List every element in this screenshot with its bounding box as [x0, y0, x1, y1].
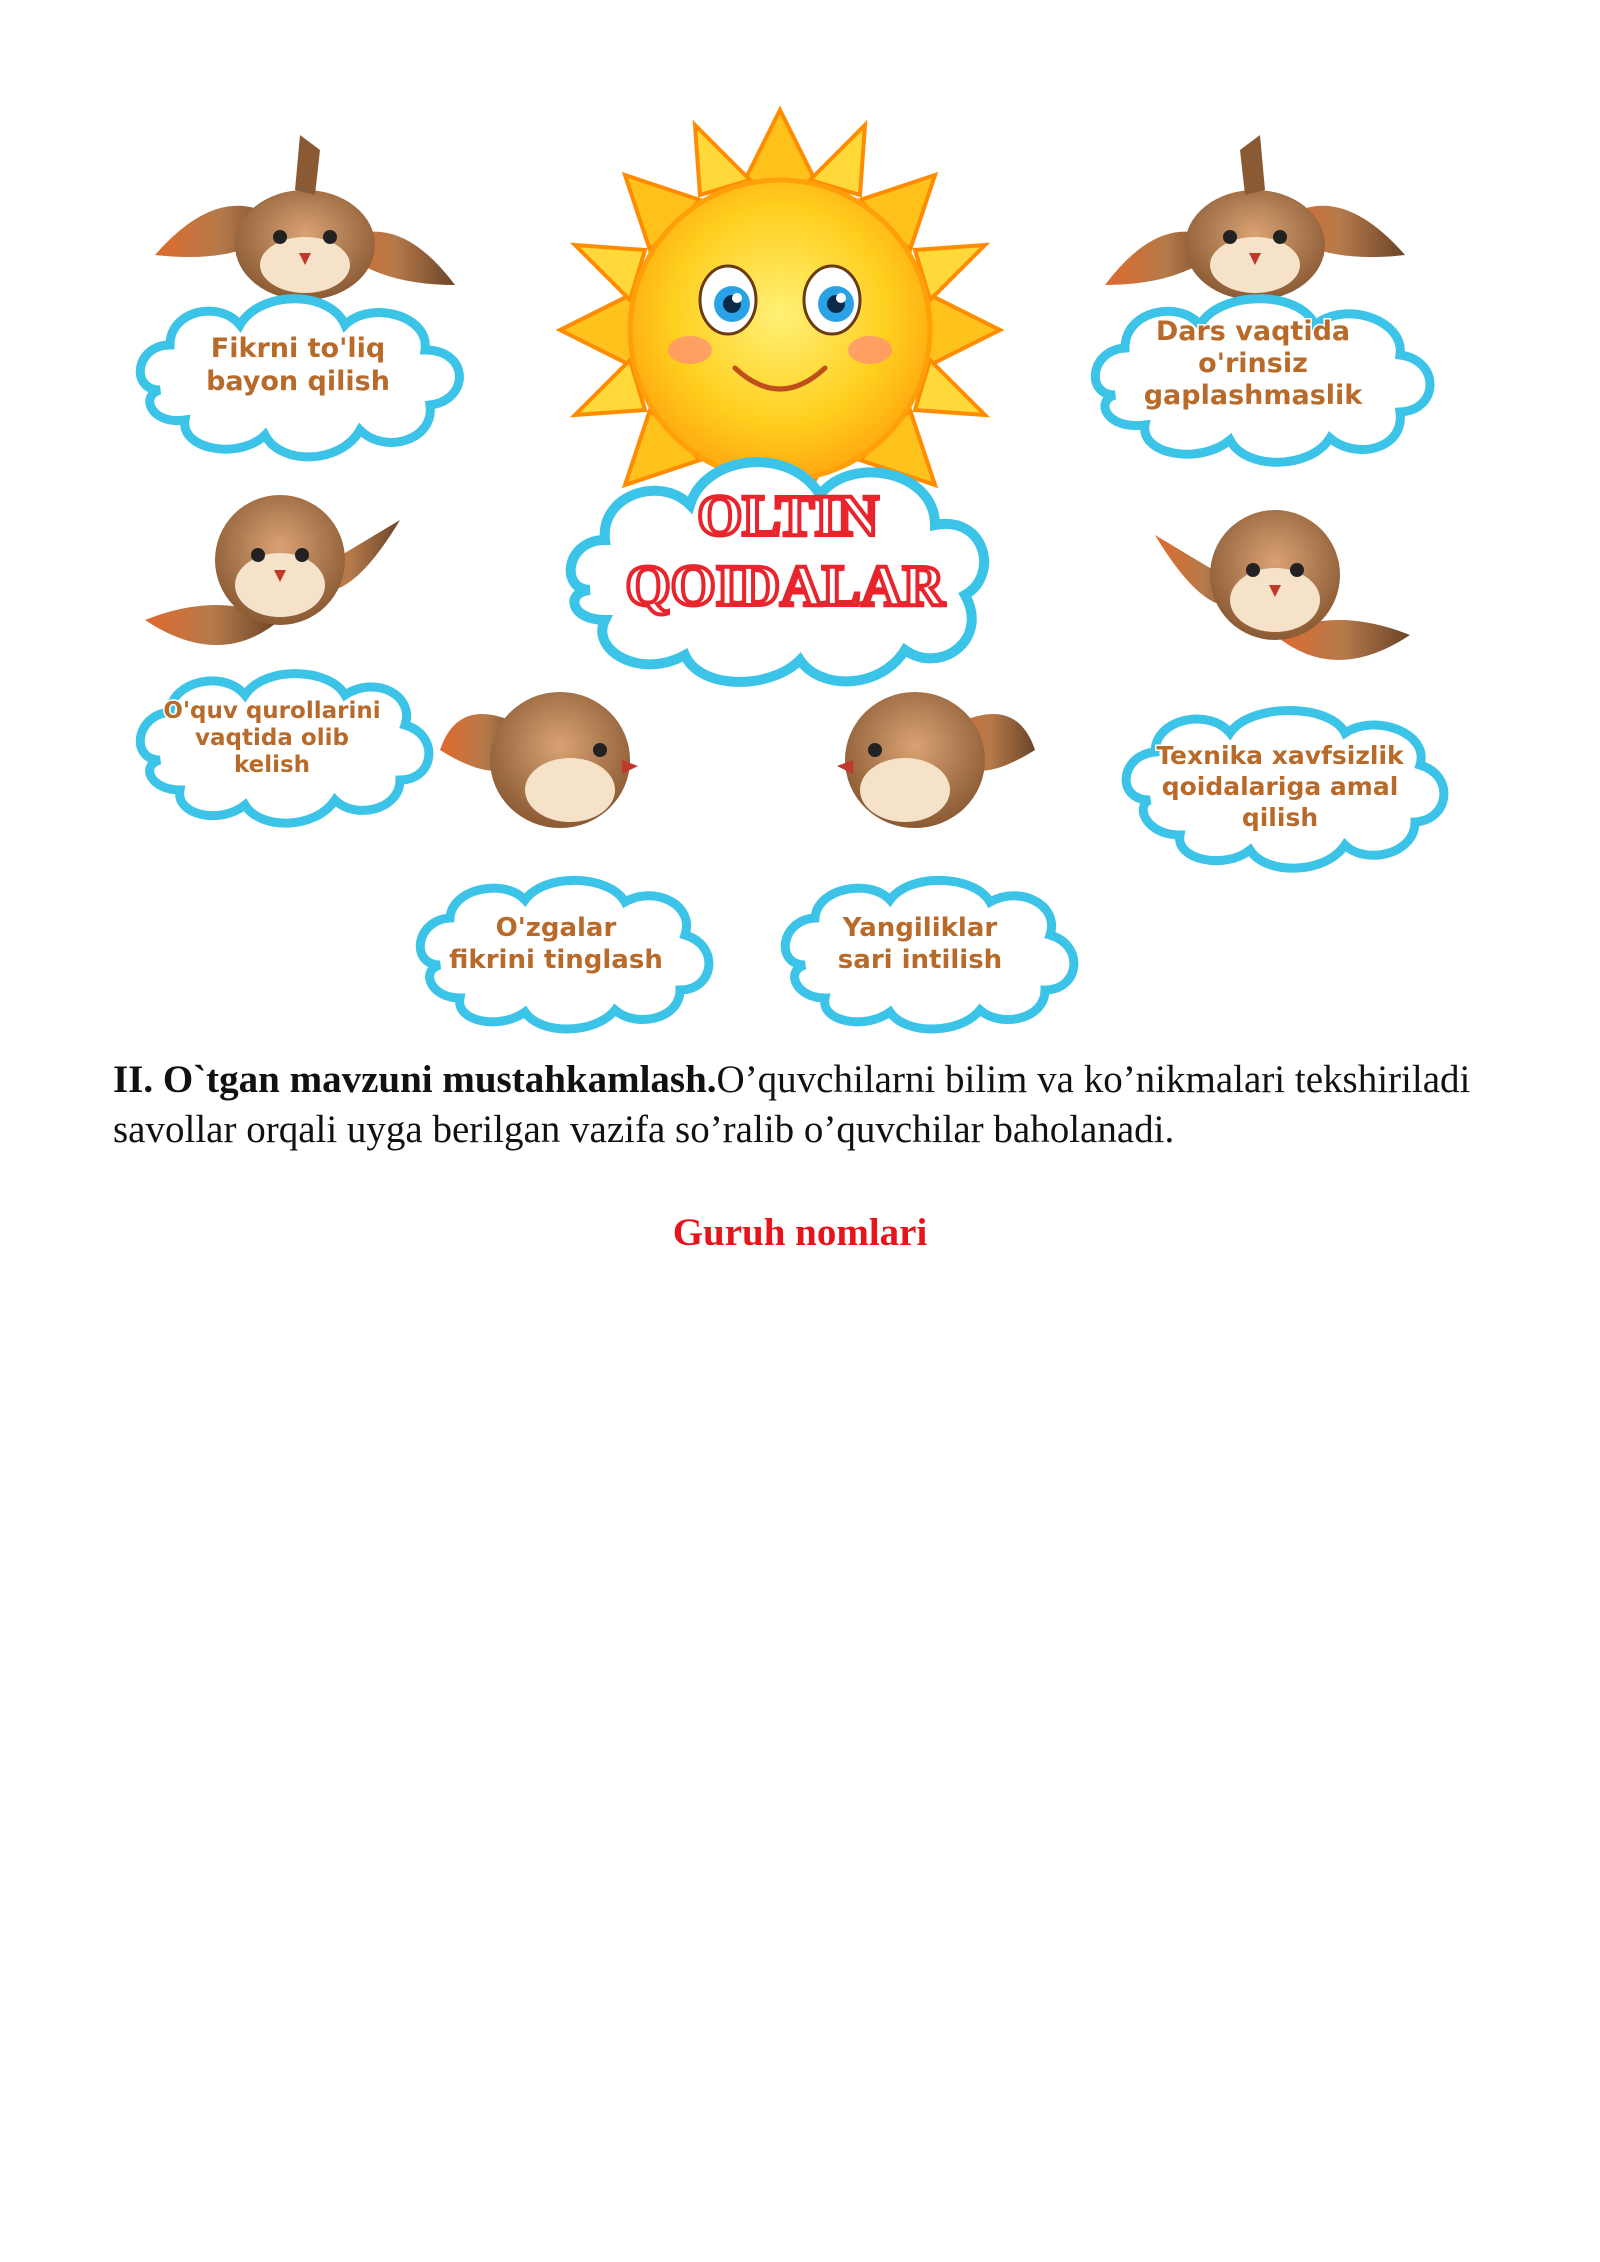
sparrow-icon	[1155, 510, 1410, 660]
sparrow-icon	[145, 495, 400, 645]
rule-4-line-3: qilish	[1241, 803, 1319, 832]
rule-cloud-2	[1095, 299, 1430, 463]
section-paragraph	[113, 1055, 1493, 1155]
rule-2-line-3: gaplashmaslik	[1143, 380, 1363, 411]
golden-rules-poster	[0, 0, 1600, 1040]
sparrow-icon	[1105, 135, 1405, 300]
rule-4-line-1: Texnika xavfsizlik	[1156, 741, 1404, 770]
rule-1-line-1: Fikrni to'liq	[210, 333, 386, 364]
section-body: O’quvchilarni bilim va ko’nikmalari tekshiriladi savollar orqali uyga berilgan vazifa so’ralib o’quvchilar baholanadi.	[113, 1058, 1471, 1151]
rule-3-line-3: kelish	[233, 752, 311, 778]
rule-cloud-4	[1126, 711, 1444, 869]
title-line-1: OLTIN	[697, 483, 879, 548]
groups-title: Guruh nomlari	[672, 1211, 928, 1254]
title-line-2: QOIDALAR	[625, 553, 945, 618]
rule-6-line-2: sari intilish	[837, 945, 1003, 975]
rule-5-line-2: fikrini tinglash	[449, 945, 663, 975]
sparrow-icon	[440, 692, 638, 828]
rule-cloud-6	[785, 880, 1074, 1029]
rule-cloud-5	[420, 880, 709, 1029]
rule-cloud-1	[140, 299, 459, 457]
rule-cloud-3	[140, 674, 429, 824]
rule-5-line-1: O'zgalar	[495, 913, 617, 943]
rule-4-line-2: qoidalariga amal	[1161, 772, 1399, 801]
section-heading: II. O`tgan mavzuni mustahkamlash.	[113, 1058, 717, 1101]
rule-3-line-2: vaqtida olib	[195, 725, 349, 751]
sparrow-icon	[155, 135, 455, 300]
rule-2-line-2: o'rinsiz	[1198, 348, 1308, 379]
rule-3-line-1: O'quv qurollarini	[163, 698, 381, 724]
title-cloud	[571, 462, 984, 682]
rule-2-line-1: Dars vaqtida	[1155, 316, 1351, 347]
rule-1-line-2: bayon qilish	[206, 366, 390, 397]
rule-6-line-1: Yangiliklar	[842, 913, 998, 943]
sparrow-icon	[837, 692, 1035, 828]
